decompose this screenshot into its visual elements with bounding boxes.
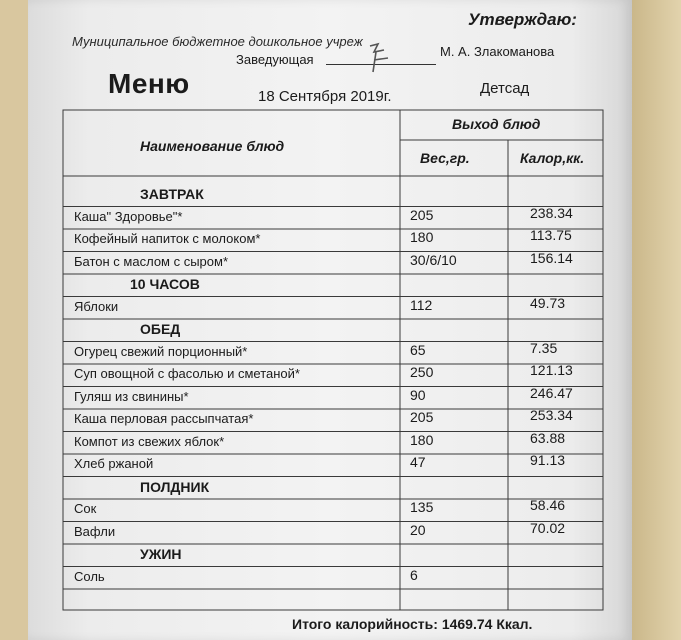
dish-name: Вафли [74, 523, 116, 539]
dish-name: Батон с маслом с сыром* [74, 253, 229, 269]
dish-calories: 58.46 [530, 497, 566, 513]
section-title: УЖИН [140, 546, 182, 562]
dish-weight: 250 [410, 364, 434, 380]
dish-name: Хлеб ржаной [74, 456, 154, 471]
approve-label: Утверждаю: [468, 10, 577, 29]
dish-name: Сок [74, 501, 97, 516]
dish-name: Суп овощной с фасолью и сметаной* [74, 366, 300, 381]
dish-weight: 180 [410, 229, 434, 245]
dish-weight: 205 [410, 409, 434, 425]
dish-calories: 113.75 [530, 227, 572, 243]
dish-calories: 70.02 [530, 519, 566, 536]
total-calories: Итого калорийность: 1469.74 Ккал. [292, 616, 533, 632]
dish-weight: 65 [410, 341, 426, 358]
dish-name: Гуляш из свинины* [74, 388, 189, 404]
dish-calories: 91.13 [530, 452, 566, 468]
dish-weight: 205 [410, 206, 434, 223]
dish-weight: 135 [410, 499, 434, 515]
column-dish-header: Наименование блюд [140, 138, 285, 154]
section-title: ЗАВТРАК [140, 186, 204, 202]
head-name: М. А. Злакоманова [440, 44, 555, 59]
column-calories-header: Калор,кк. [520, 150, 585, 166]
dish-calories: 63.88 [530, 429, 566, 446]
dish-calories: 7.35 [530, 339, 558, 356]
dish-name: Соль [74, 568, 105, 584]
dish-calories: 121.13 [530, 362, 573, 378]
dish-calories: 246.47 [530, 384, 573, 401]
dish-weight: 112 [410, 296, 433, 313]
dish-weight: 90 [410, 386, 426, 403]
dish-name: Каша" Здоровье"* [74, 208, 183, 224]
section-title: ПОЛДНИК [140, 478, 210, 495]
dish-name: Яблоки [74, 298, 119, 314]
dish-weight: 6 [410, 566, 418, 583]
dish-calories: 49.73 [530, 294, 566, 311]
organization-name: Муниципальное бюджетное дошкольное учреж [72, 34, 363, 49]
menu-date: 18 Сентября 2019г. [258, 88, 392, 105]
dish-calories: 238.34 [530, 204, 573, 221]
column-weight-header: Вес,гр. [420, 150, 470, 166]
section-title: ОБЕД [140, 321, 181, 337]
page-title: Меню [108, 68, 190, 99]
column-output-header: Выход блюд [452, 116, 541, 132]
dish-name: Огурец свежий порционный* [74, 343, 248, 359]
head-role: Заведующая [236, 52, 314, 67]
dish-weight: 30/6/10 [410, 251, 457, 268]
dish-calories: 156.14 [530, 249, 573, 266]
dish-name: Кофейный напиток с молоком* [74, 231, 261, 246]
dish-weight: 20 [410, 521, 426, 538]
dish-name: Каша перловая рассыпчатая* [74, 411, 254, 426]
section-title: 10 ЧАСОВ [130, 276, 200, 292]
dish-name: Компот из свежих яблок* [74, 433, 225, 449]
dish-weight: 47 [410, 454, 426, 470]
institution-type: Детсад [480, 80, 530, 97]
dish-calories: 253.34 [530, 407, 573, 423]
dish-weight: 180 [410, 431, 434, 448]
